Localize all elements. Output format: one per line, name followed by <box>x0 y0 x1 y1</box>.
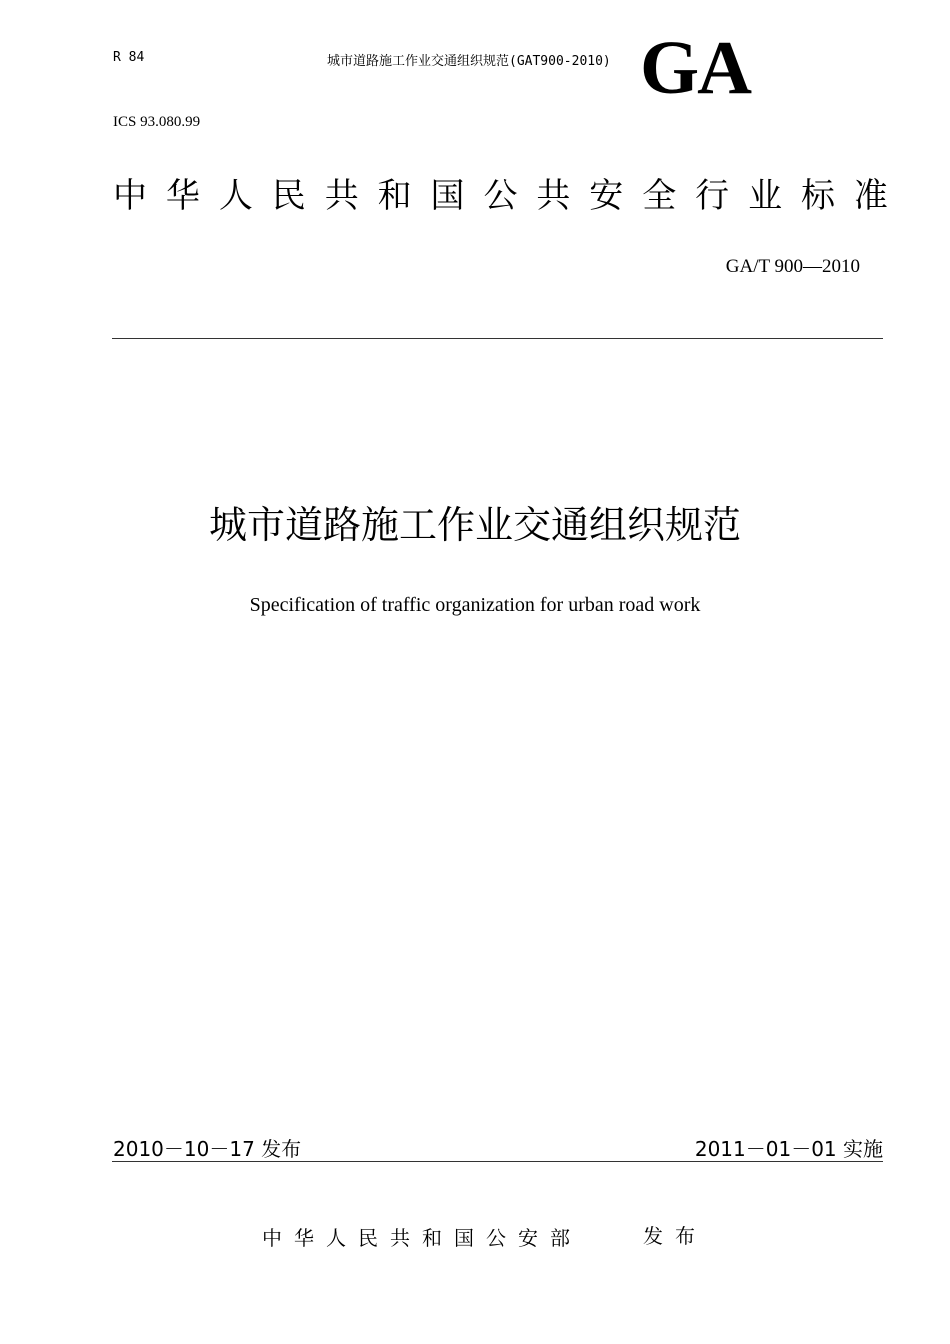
category-char: 共 <box>324 176 359 216</box>
category-char: 标 <box>800 176 835 216</box>
standard-number: GA/T 900—2010 <box>725 256 860 277</box>
category-char: 公 <box>483 176 518 216</box>
document-title-en: Specification of traffic organization for urban road work <box>249 594 701 616</box>
category-char: 准 <box>853 176 888 216</box>
classification-code: R 84 <box>113 50 145 65</box>
top-divider <box>112 338 883 339</box>
category-char: 人 <box>218 176 253 216</box>
category-char: 共 <box>536 176 571 216</box>
bottom-divider <box>112 1161 883 1162</box>
category-char: 民 <box>271 176 306 216</box>
ga-logo: GA <box>640 26 750 110</box>
publish-label: 发布 <box>643 1224 707 1248</box>
category-char: 中 <box>113 176 147 216</box>
category-char: 和 <box>377 176 412 216</box>
implementation-date: 2011－01－01 实施 <box>694 1137 883 1161</box>
ics-code: ICS 93.080.99 <box>113 114 201 130</box>
standard-category-heading <box>113 168 888 217</box>
category-char: 国 <box>430 176 465 216</box>
issue-date: 2010－10－17 发布 <box>113 1137 302 1161</box>
document-title-cn: 城市道路施工作业交通组织规范 <box>208 503 741 547</box>
category-char: 华 <box>165 176 200 216</box>
category-char: 全 <box>642 176 677 216</box>
category-char: 行 <box>695 176 730 216</box>
publisher-name: 中华人民共和国公安部 <box>262 1226 582 1250</box>
category-char: 安 <box>589 176 624 216</box>
category-char: 业 <box>748 176 783 216</box>
running-header-title: 城市道路施工作业交通组织规范(GAT900-2010) <box>327 54 611 69</box>
